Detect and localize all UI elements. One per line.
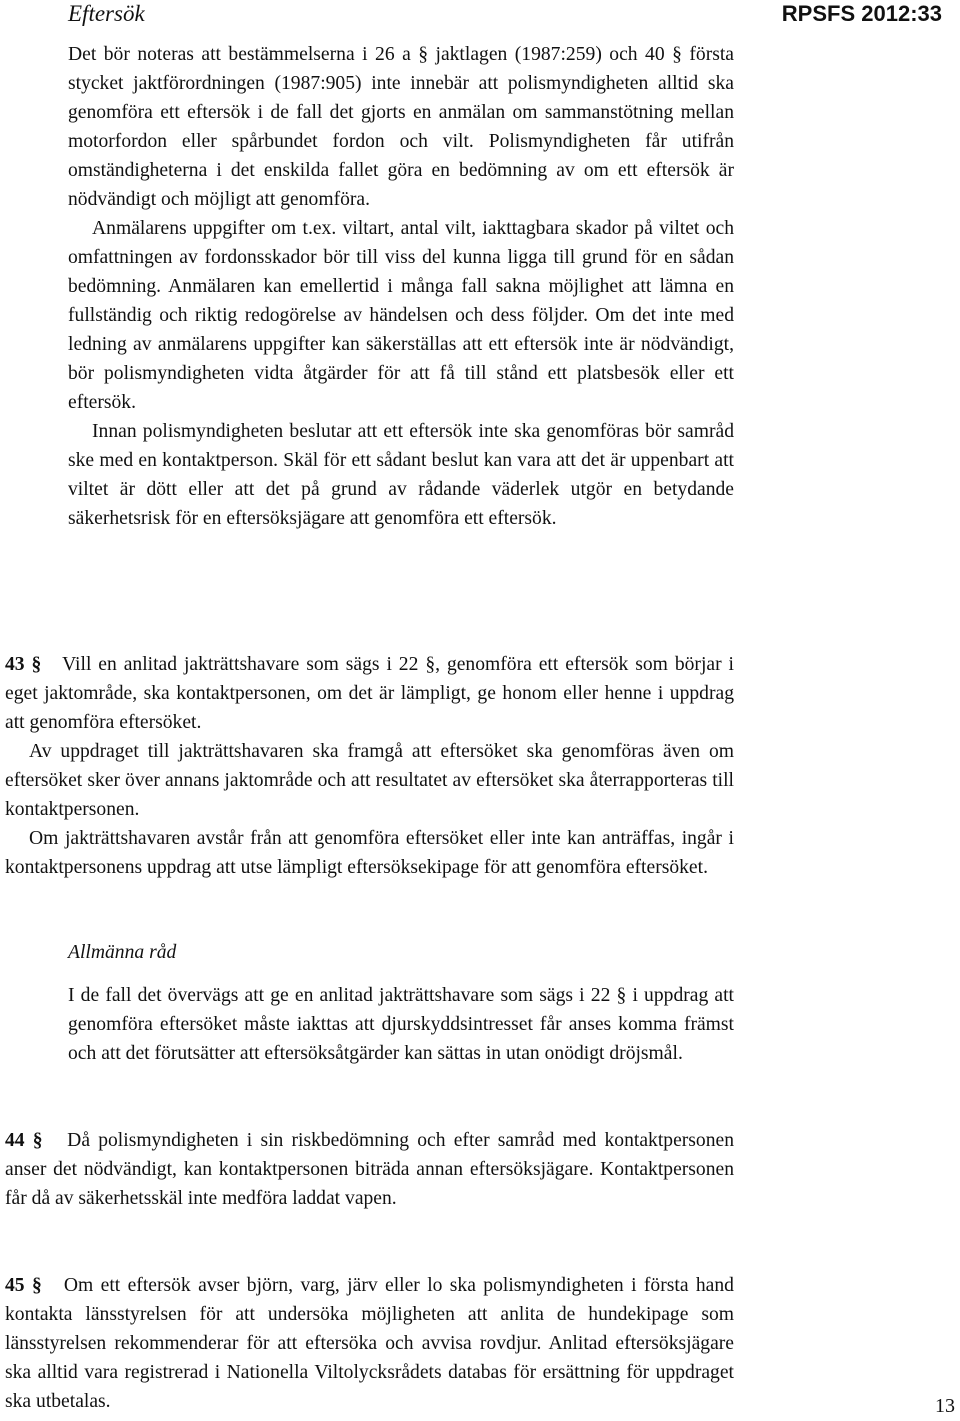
page-number: 13 <box>935 1395 955 1417</box>
section-44-paragraph <box>5 1126 734 1213</box>
section-45-text: Om ett eftersök avser björn, varg, järv eller lo ska polismyndigheten i första hand kontakta länsstyrelsen för att undersöka möjligheten att anlita de hundekipage som länsstyrelsen rekommenderar för att eftersöka och avvisa rovdjur. Anlitad eftersöksjägare ska alltid vara registrerad i Nationella Viltolycksrådets databas för ersättning för uppdraget ska utbetalas. <box>5 1275 734 1412</box>
document-id: RPSFS 2012:33 <box>781 1 942 26</box>
intro-paragraph-3: Innan polismyndigheten beslutar att ett eftersök inte ska genomföras bör samråd ske med en kontaktperson. Skäl för ett sådant beslut kan vara att det är uppenbart att viltet är dött eller att det på grund av rådande väderlek utgör en betydande säkerhetsrisk för en eftersöksjägare att genomföra ett eftersök. <box>68 421 734 529</box>
section-45 <box>5 1271 734 1416</box>
section-45-number: 45 § <box>5 1275 42 1296</box>
allmanna-rad-block <box>68 938 734 1068</box>
section-43-paragraph-2: Av uppdraget till jakträttshavaren ska framgå att eftersöket ska genomföras även om eftersöket sker över annans jaktområde och att resultatet av eftersöket ska återrapporteras till kontaktpersonen. <box>5 741 734 820</box>
section-43-paragraph-1 <box>5 650 734 737</box>
intro-paragraph-2: Anmälarens uppgifter om t.ex. viltart, antal vilt, iakttagbara skador på viltet och omfattningen av fordonsskador bör till viss del kunna ligga till grund för en sådan bedömning. Anmälaren kan emellertid i många fall sakna möjlighet att lämna en fullständig och riktig redogörelse av händelsen och dess följder. Om det inte med ledning av anmälarens uppgifter kan säkerställas att ett eftersök inte är nödvändigt, bör polismyndigheten vidta åtgärder för att få till stånd ett platsbesök eller ett eftersök. <box>68 218 734 413</box>
section-title: Eftersök <box>68 1 145 26</box>
intro-block <box>68 40 734 533</box>
section-43-paragraph-3: Om jakträttshavaren avstår från att genomföra eftersöket eller inte kan anträffas, ingår i kontaktpersonens uppdrag att utse lämpligt eftersöksekipage för att genomföra eftersöket. <box>5 828 734 878</box>
section-44-number: 44 § <box>5 1130 43 1151</box>
section-43-text-1: Vill en anlitad jakträttshavare som sägs i 22 §, genomföra ett eftersök som börjar i eget jaktområde, ska kontaktpersonen, om det är lämpligt, ge honom eller henne i uppdrag att genomföra eftersöket. <box>5 654 734 733</box>
section-45-paragraph <box>5 1271 734 1416</box>
allmanna-rad-title: Allmänna råd <box>68 942 177 963</box>
allmanna-rad-text: I de fall det övervägs att ge en anlitad jakträttshavare som sägs i 22 § i uppdrag att genomföra eftersöket måste iakttas att djurskyddsintresset får anses komma främst och att det förutsätter att eftersöksåtgärder kan sättas in utan onödigt dröjsmål. <box>68 985 734 1064</box>
section-43-number: 43 § <box>5 654 42 675</box>
intro-paragraph-1: Det bör noteras att bestämmelserna i 26 a § jaktlagen (1987:259) och 40 § första stycket jaktförordningen (1987:905) inte innebär att polismyndigheten alltid ska genomföra ett eftersök i de fall det gjorts en anmälan om sammanstötning mellan motorfordon eller spårbundet fordon och vilt. Polismyndigheten får utifrån omständigheterna i det enskilda fallet göra en bedömning av om ett eftersök är nödvändigt och möjligt att genomföra. <box>68 44 734 210</box>
section-44-text: Då polismyndigheten i sin riskbedömning och efter samråd med kontaktpersonen anser det nödvändigt, kan kontaktpersonen biträda annan eftersöksjägare. Kontaktpersonen får då av säkerhetsskäl inte medföra laddat vapen. <box>5 1130 734 1209</box>
section-43 <box>5 650 734 882</box>
section-44 <box>5 1126 734 1213</box>
